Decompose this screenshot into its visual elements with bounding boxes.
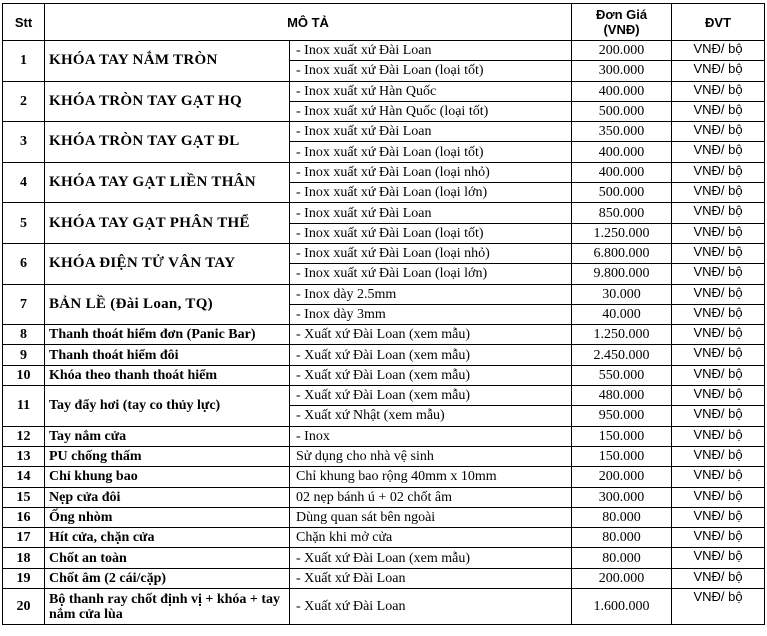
table-row [3,528,765,548]
product-description: - Inox xuất xứ Hàn Quốc [290,81,572,101]
unit-of-measure: VNĐ/ bộ [672,304,765,324]
table-row [3,507,765,527]
product-description: - Inox xuất xứ Hàn Quốc (loại tốt) [290,101,572,121]
unit-price: 500.000 [572,183,672,203]
product-description: Dùng quan sát bên ngoài [290,507,572,527]
table-row [3,345,765,365]
product-description: - Inox xuất xứ Đài Loan [290,41,572,61]
row-number: 2 [3,81,45,122]
row-number: 19 [3,568,45,588]
unit-price: 300.000 [572,61,672,81]
unit-price: 350.000 [572,122,672,142]
row-number: 10 [3,365,45,385]
unit-price: 6.800.000 [572,243,672,263]
unit-price: 300.000 [572,487,672,507]
product-name: KHÓA TAY NẮM TRÒN [45,41,290,82]
unit-price: 1.600.000 [572,589,672,625]
unit-of-measure: VNĐ/ bộ [672,122,765,142]
row-number: 12 [3,426,45,446]
unit-price: 80.000 [572,507,672,527]
unit-price: 80.000 [572,528,672,548]
product-name: BẢN LỀ (Đài Loan, TQ) [45,284,290,325]
unit-of-measure: VNĐ/ bộ [672,406,765,426]
unit-price: 2.450.000 [572,345,672,365]
unit-price: 1.250.000 [572,325,672,345]
unit-of-measure: VNĐ/ bộ [672,507,765,527]
row-number: 11 [3,386,45,427]
product-description: - Inox xuất xứ Đài Loan (loại nhỏ) [290,243,572,263]
row-number: 8 [3,325,45,345]
product-name: KHÓA ĐIỆN TỬ VÂN TAY [45,243,290,284]
unit-of-measure: VNĐ/ bộ [672,528,765,548]
unit-price: 200.000 [572,467,672,487]
product-name: Thanh thoát hiểm đơn (Panic Bar) [45,325,290,345]
header-row [3,4,765,41]
header-description: MÔ TẢ [45,4,572,41]
unit-of-measure: VNĐ/ bộ [672,325,765,345]
table-row [3,487,765,507]
unit-price: 30.000 [572,284,672,304]
product-name: Khóa theo thanh thoát hiểm [45,365,290,385]
unit-of-measure: VNĐ/ bộ [672,487,765,507]
row-number: 4 [3,162,45,203]
unit-price: 200.000 [572,41,672,61]
table-row [3,203,765,223]
product-name: Chỉ khung bao [45,467,290,487]
unit-price: 500.000 [572,101,672,121]
unit-price: 400.000 [572,142,672,162]
product-name: KHÓA TAY GẠT PHÂN THỂ [45,203,290,244]
unit-of-measure: VNĐ/ bộ [672,203,765,223]
product-description: Chặn khi mở cửa [290,528,572,548]
unit-price: 150.000 [572,446,672,466]
product-description: - Xuất xứ Đài Loan [290,568,572,588]
product-description: - Xuất xứ Đài Loan (xem mẫu) [290,325,572,345]
product-name: Hít cửa, chặn cửa [45,528,290,548]
unit-of-measure: VNĐ/ bộ [672,223,765,243]
unit-of-measure: VNĐ/ bộ [672,386,765,406]
table-header [3,4,765,41]
row-number: 17 [3,528,45,548]
header-unit-price-label: Đơn Giá [595,7,648,22]
product-description: - Inox xuất xứ Đài Loan (loại nhỏ) [290,162,572,182]
unit-of-measure: VNĐ/ bộ [672,41,765,61]
table-row [3,325,765,345]
unit-of-measure: VNĐ/ bộ [672,345,765,365]
product-name: KHÓA TAY GẠT LIỀN THÂN [45,162,290,203]
product-description: - Xuất xứ Đài Loan (xem mẫu) [290,345,572,365]
unit-of-measure: VNĐ/ bộ [672,264,765,284]
unit-price: 80.000 [572,548,672,568]
table-row [3,122,765,142]
unit-of-measure: VNĐ/ bộ [672,142,765,162]
product-description: - Inox [290,426,572,446]
row-number: 16 [3,507,45,527]
unit-of-measure: VNĐ/ bộ [672,548,765,568]
product-description: - Inox xuất xứ Đài Loan (loại lớn) [290,264,572,284]
unit-of-measure: VNĐ/ bộ [672,61,765,81]
product-description: Sử dụng cho nhà vệ sinh [290,446,572,466]
product-description: - Inox xuất xứ Đài Loan (loại tốt) [290,61,572,81]
product-name: Nẹp cửa đôi [45,487,290,507]
table-row [3,243,765,263]
row-number: 20 [3,589,45,625]
unit-of-measure: VNĐ/ bộ [672,101,765,121]
unit-of-measure: VNĐ/ bộ [672,426,765,446]
table-row [3,548,765,568]
row-number: 14 [3,467,45,487]
product-description: - Inox xuất xứ Đài Loan [290,122,572,142]
row-number: 15 [3,487,45,507]
table-row [3,467,765,487]
table-body [3,41,765,625]
row-number: 7 [3,284,45,325]
price-table [2,3,765,625]
table-row [3,426,765,446]
unit-price: 40.000 [572,304,672,324]
product-name: Tay đẩy hơi (tay co thủy lực) [45,386,290,427]
unit-price: 400.000 [572,162,672,182]
unit-price: 150.000 [572,426,672,446]
product-description: - Inox dày 2.5mm [290,284,572,304]
product-name: KHÓA TRÒN TAY GẠT HQ [45,81,290,122]
unit-price: 850.000 [572,203,672,223]
table-row [3,589,765,625]
product-description: - Inox xuất xứ Đài Loan (loại lớn) [290,183,572,203]
product-description: - Xuất xứ Đài Loan (xem mẫu) [290,365,572,385]
unit-of-measure: VNĐ/ bộ [672,243,765,263]
header-unit-price [572,4,672,41]
unit-of-measure: VNĐ/ bộ [672,81,765,101]
unit-price: 480.000 [572,386,672,406]
product-name: Ống nhòm [45,507,290,527]
product-description: Chỉ khung bao rộng 40mm x 10mm [290,467,572,487]
unit-of-measure: VNĐ/ bộ [672,568,765,588]
unit-price: 400.000 [572,81,672,101]
row-number: 13 [3,446,45,466]
table-row [3,365,765,385]
product-name: PU chống thấm [45,446,290,466]
header-stt: Stt [3,4,45,41]
product-description: - Inox xuất xứ Đài Loan [290,203,572,223]
table-row [3,386,765,406]
product-description: - Xuất xứ Nhật (xem mẫu) [290,406,572,426]
unit-of-measure: VNĐ/ bộ [672,284,765,304]
product-description: - Inox xuất xứ Đài Loan (loại tốt) [290,223,572,243]
table-row [3,284,765,304]
table-row [3,162,765,182]
product-name: Chốt an toàn [45,548,290,568]
unit-of-measure: VNĐ/ bộ [672,446,765,466]
product-name: KHÓA TRÒN TAY GẠT ĐL [45,122,290,163]
row-number: 18 [3,548,45,568]
product-description: - Xuất xứ Đài Loan (xem mẫu) [290,386,572,406]
unit-price: 1.250.000 [572,223,672,243]
table-row [3,41,765,61]
row-number: 5 [3,203,45,244]
product-name: Thanh thoát hiểm đôi [45,345,290,365]
table-row [3,446,765,466]
header-unit: ĐVT [672,4,765,41]
unit-price: 9.800.000 [572,264,672,284]
product-description: - Inox dày 3mm [290,304,572,324]
row-number: 1 [3,41,45,82]
table-row [3,568,765,588]
unit-of-measure: VNĐ/ bộ [672,467,765,487]
unit-price: 200.000 [572,568,672,588]
row-number: 6 [3,243,45,284]
product-name: Tay nắm cửa [45,426,290,446]
product-description: - Inox xuất xứ Đài Loan (loại tốt) [290,142,572,162]
unit-of-measure: VNĐ/ bộ [672,365,765,385]
unit-price: 550.000 [572,365,672,385]
product-description: - Xuất xứ Đài Loan (xem mẫu) [290,548,572,568]
row-number: 9 [3,345,45,365]
header-unit-price-currency: (VNĐ) [603,22,640,37]
table-row [3,81,765,101]
product-name: Bộ thanh ray chốt định vị + khóa + tay nắm cửa lùa [45,589,290,625]
product-name: Chốt âm (2 cái/cặp) [45,568,290,588]
product-description: - Xuất xứ Đài Loan [290,589,572,625]
unit-of-measure: VNĐ/ bộ [672,162,765,182]
unit-price: 950.000 [572,406,672,426]
unit-of-measure: VNĐ/ bộ [672,589,765,625]
row-number: 3 [3,122,45,163]
product-description: 02 nẹp bánh ú + 02 chốt âm [290,487,572,507]
unit-of-measure: VNĐ/ bộ [672,183,765,203]
